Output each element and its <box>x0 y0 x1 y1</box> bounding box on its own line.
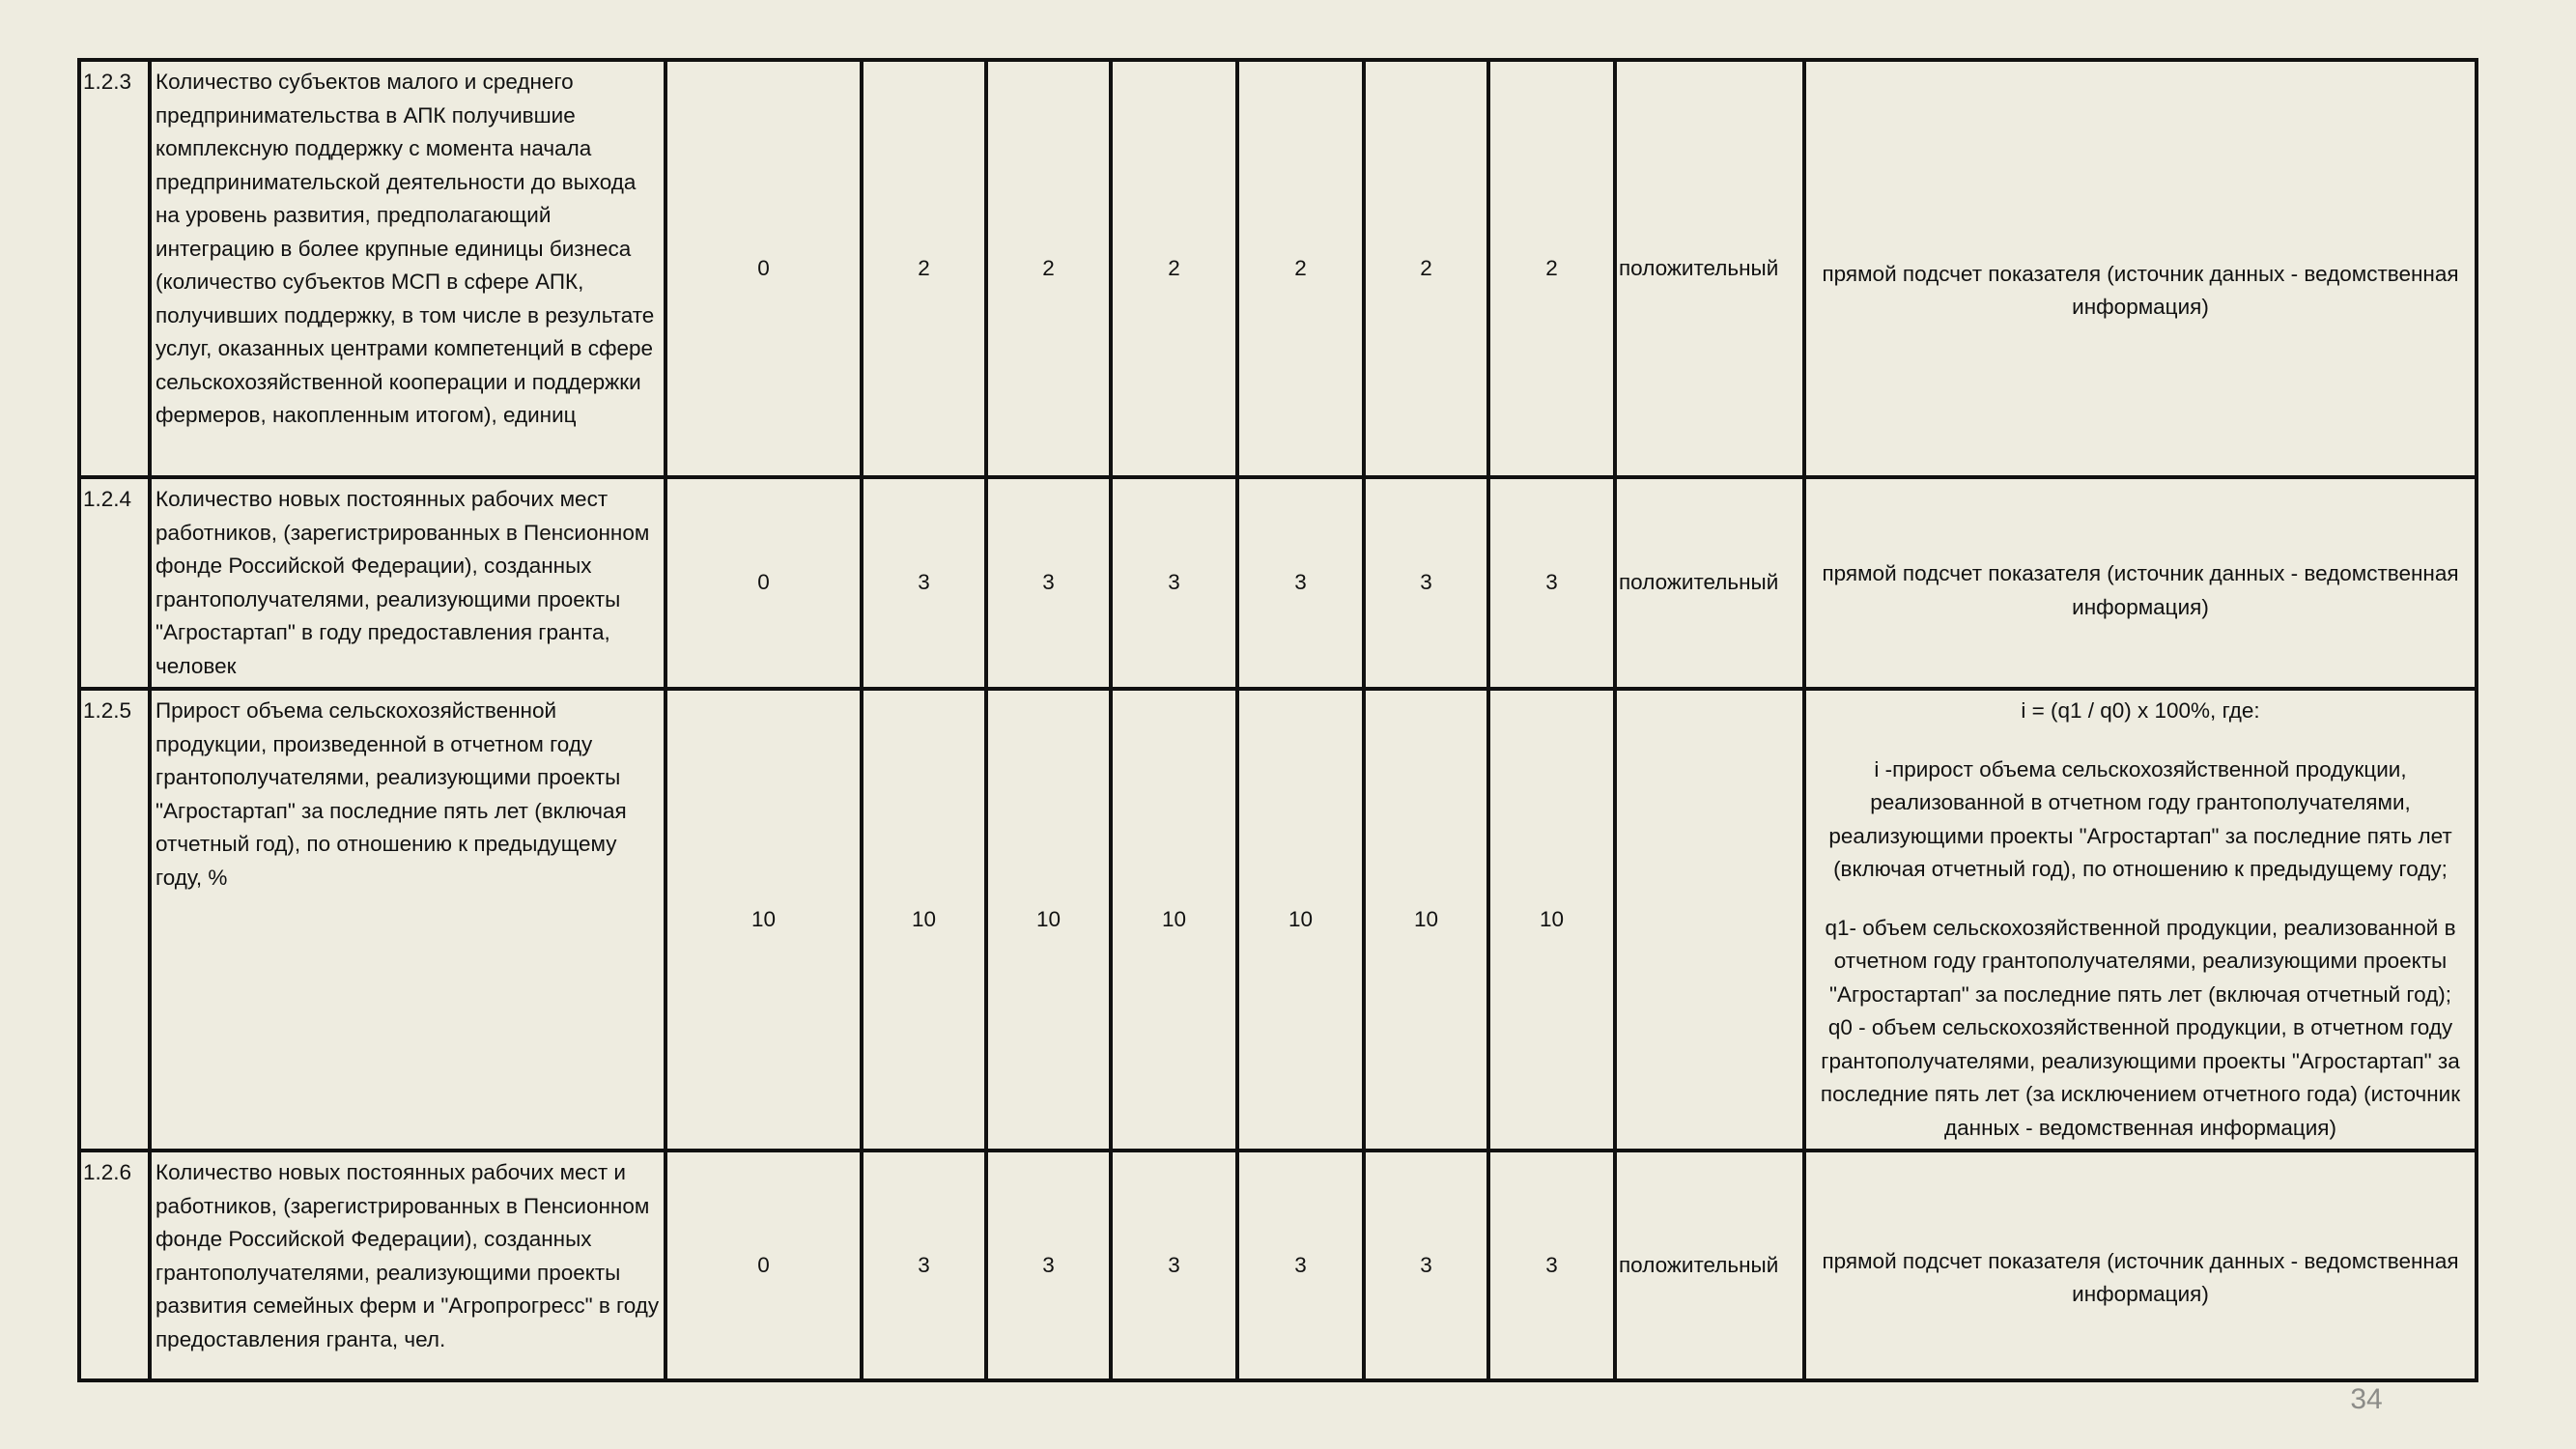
value-cell: 3 <box>1364 477 1488 689</box>
method-text: прямой подсчет показателя (источник данных - ведомственная информация) <box>1822 561 2459 619</box>
method-text: i -прирост объема сельскохозяйственной продукции, реализованной в отчетном году грантополучателями, реализующими проекты "Агростартап" за последние пять лет (включая отчетный год), по отношению к предыдущему году; <box>1828 756 2452 881</box>
method-text: q0 - объем сельскохозяйственной продукции, в отчетном году грантополучателями, реализующими проекты "Агростартап" за последние пять лет (за исключением отчетного года) (источник данных - ведомственная информация) <box>1820 1015 2461 1140</box>
indicator-name: Прирост объема сельскохозяйственной продукции, произведенной в отчетном году грантополучателями, реализующими проекты "Агростартап" за последние пять лет (включая отчетный год), по отношению к предыдущему году, % <box>150 689 665 1151</box>
value-cell: 10 <box>1111 689 1237 1151</box>
value-cell: 2 <box>986 60 1111 477</box>
value-cell: 2 <box>1364 60 1488 477</box>
method-cell <box>1804 60 2477 477</box>
method-cell <box>1804 1151 2477 1380</box>
value-cell: 3 <box>1111 1151 1237 1380</box>
method-cell <box>1804 689 2477 1151</box>
value-cell: 10 <box>665 689 862 1151</box>
value-cell: 3 <box>1237 477 1364 689</box>
table-row <box>79 60 2477 477</box>
value-cell: 2 <box>1237 60 1364 477</box>
value-cell: 3 <box>1488 477 1615 689</box>
value-cell: 2 <box>1488 60 1615 477</box>
row-code: 1.2.5 <box>79 689 150 1151</box>
value-cell: 3 <box>862 477 986 689</box>
table-row <box>79 689 2477 1151</box>
value-cell: 3 <box>1237 1151 1364 1380</box>
value-cell: 2 <box>1111 60 1237 477</box>
direction-cell: положительный <box>1615 1151 1804 1380</box>
value-cell: 2 <box>862 60 986 477</box>
value-cell: 3 <box>986 477 1111 689</box>
method-text: прямой подсчет показателя (источник данных - ведомственная информация) <box>1822 1248 2459 1306</box>
page-number: 34 <box>2350 1383 2383 1415</box>
value-cell: 3 <box>986 1151 1111 1380</box>
table-row <box>79 1151 2477 1380</box>
direction-cell: положительный <box>1615 60 1804 477</box>
indicators-table <box>77 58 2478 1382</box>
indicator-name: Количество новых постоянных рабочих мест и работников, (зарегистрированных в Пенсионном фонде Российской Федерации), созданных грантополучателями, реализующими проекты развития семейных ферм и "Агропрогресс" в году предоставления гранта, чел. <box>150 1151 665 1380</box>
direction-cell: положительный <box>1615 477 1804 689</box>
value-cell: 10 <box>862 689 986 1151</box>
method-text: прямой подсчет показателя (источник данных - ведомственная информация) <box>1822 261 2459 319</box>
value-cell: 3 <box>1364 1151 1488 1380</box>
value-cell: 3 <box>862 1151 986 1380</box>
value-cell: 3 <box>1111 477 1237 689</box>
table-row <box>79 477 2477 689</box>
indicator-name: Количество новых постоянных рабочих мест работников, (зарегистрированных в Пенсионном фонде Российской Федерации), созданных грантополучателями, реализующими проекты "Агростартап" в году предоставления гранта, человек <box>150 477 665 689</box>
value-cell: 3 <box>1488 1151 1615 1380</box>
indicator-name: Количество субъектов малого и среднего предпринимательства в АПК получившие комплексную поддержку с момента начала предпринимательской деятельности до выхода на уровень развития, предполагающий интеграцию в более крупные единицы бизнеса (количество субъектов МСП в сфере АПК, получивших поддержку, в том числе в результате услуг, оказанных центрами компетенций в сфере сельскохозяйственной кооперации и поддержки фермеров, накопленным итогом), единиц <box>150 60 665 477</box>
value-cell: 10 <box>986 689 1111 1151</box>
row-code: 1.2.6 <box>79 1151 150 1380</box>
method-cell <box>1804 477 2477 689</box>
direction-cell <box>1615 689 1804 1151</box>
method-text: q1- объем сельскохозяйственной продукции, реализованной в отчетном году грантополучателями, реализующими проекты "Агростартап" за последние пять лет (включая отчетный год); <box>1825 915 2456 1007</box>
value-cell: 0 <box>665 1151 862 1380</box>
formula-text: i = (q1 / q0) x 100%, где: <box>2021 698 2260 723</box>
value-cell: 0 <box>665 477 862 689</box>
row-code: 1.2.3 <box>79 60 150 477</box>
value-cell: 10 <box>1488 689 1615 1151</box>
value-cell: 0 <box>665 60 862 477</box>
value-cell: 10 <box>1364 689 1488 1151</box>
value-cell: 10 <box>1237 689 1364 1151</box>
row-code: 1.2.4 <box>79 477 150 689</box>
